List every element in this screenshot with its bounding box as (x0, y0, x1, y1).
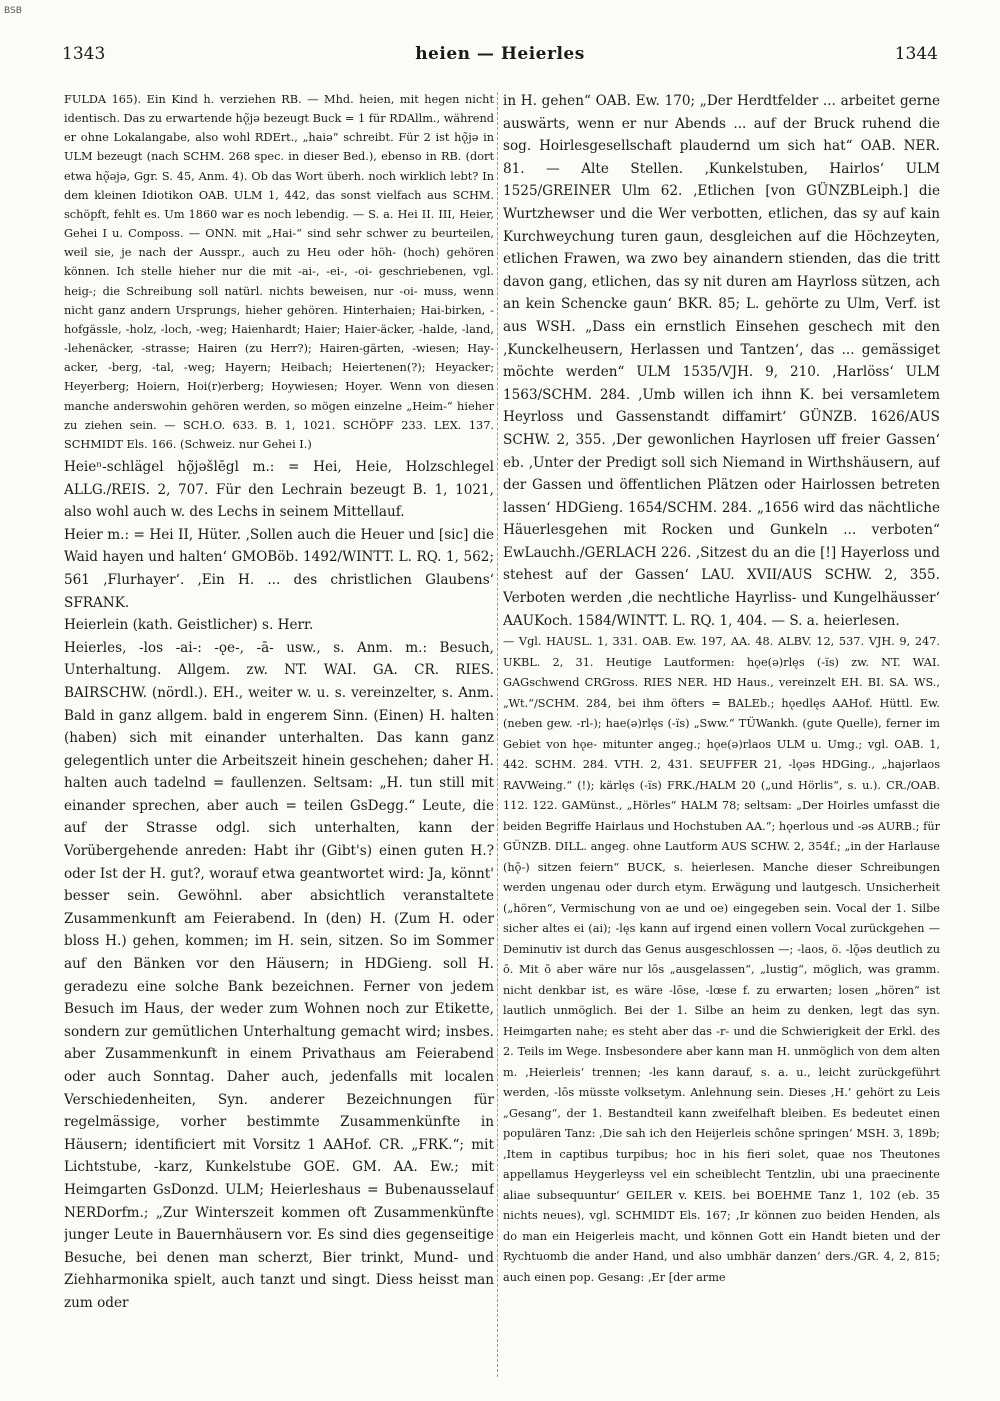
entry-heienschlaegel: Heieⁿ-schlägel hǫ̃jəšlēgl m.: = Hei, Heie, Holzschlegel ALLG./REIS. 2, 707. Für den Lechrain bezeugt B. 1, 1021, also wohl auch w. des Lechs in seinem Mittellauf. (64, 458, 494, 521)
entry-heierles-continuation: in H. gehen“ OAB. Ew. 170; „Der Herdtfelder ... arbeitet gerne auswärts, wenn er nur Abends ... auf der Bruck ruhend die sog. Hoirlesgesellschaft plaudernd um sich hat“ OAB. NER. 81. — Alte Stellen. ‚Kunkelstuben, Hairlos‘ ULM 1525/GREINER Ulm 62. ‚Etlichen [von GÜNZBLeiph.] die Wurtzhewser und die Wer verbotten, etlichen, das sy auf kain Kurchweychung turen gaun, desgleichen auf die Höchzeyten, etlichen Frawen, wa zwo bey ainandern stienden, das die tritt davon gang, etlichen, das sy nit duren am Hayrloss sützen, ach an kein Schencke gaun‘ BKR. 85; L. gehörte zu Ulm, Verf. ist aus WSH. „Dass ein ernstlich Einsehen geschech mit den ‚Kunckelheusern, Herlassen und Tantzen‘, das ... gemässiget möchte werden“ ULM 1535/VJH. 9, 210. ‚Harlöss‘ ULM 1563/SCHM. 284. ‚Umb willen ich ihnn K. bei versamletem Heyrloss und Gassenstandt diffamirt‘ GÜNZB. 1626/AUS SCHW. 2, 355. ‚Der gewonlichen Hayrlosen uff freier Gassen‘ eb. ‚Unter der Predigt soll sich Niemand in Wirthshäusern, auf der Gassen und öffentlichen Plätzen oder Hairlossen betreten lassen‘ HDGieng. 1654/SCHM. 284. „1656 wird das nächtliche Häuerlesgehen mit Rocken und Gunkeln ... verboten“ EwLauchh./GERLACH 226. ‚Sitzest du an die [!] Hayerloss und stehest auf der Gassen‘ LAU. XVII/AUS SCHW. 2, 355. Verboten werden ‚die nechtliche Hayrliss- und Kungelhäusser‘ AAUKoch. 1584/WINTT. L. RQ. 1, 404. — S. a. heierlesen. (503, 93, 940, 629)
page-title: heien — Heierles (415, 44, 585, 64)
column-divider (497, 92, 498, 1377)
library-stamp: BSB (4, 6, 22, 16)
page-number-right: 1344 (894, 44, 938, 64)
page-number-left: 1343 (62, 44, 106, 64)
right-column (503, 90, 940, 1382)
entry-heierles-notes: — Vgl. HAUSL. 1, 331. OAB. Ew. 197, AA. 48. ALBV. 12, 537. VJH. 9, 247. UKBL. 2, 31. Heutige Lautformen: hǫe(ə)rlęs (-ïs) zw. NT. WAI. GAGschwend CRGross. RIES NER. HD Haus., vereinzelt EH. BI. SA. WS., „Wt.“/SCHM. 284, bei ihm öfters = BALEb.; hǫedlęs AAHof. Hüttl. Ew. (neben gew. -rl-); hae(ə)rlęs (-ïs) „Sww.“ TÜWankh. (gute Quelle), ferner im Gebiet von hǫe- mitunter angeg.; hǫe(ə)rlaos ULM u. Umg.; vgl. OAB. 1, 442. SCHM. 284. VTH. 2, 431. SEUFFER 21, -lǫəs HDGing., „hajərlaos RAVWeing.“ (!); kärlęs (-ïs) FRK./HALM 20 („und Hörlis“, s. u.). CR./OAB. 112. 122. GAMünst., „Hörles“ HALM 78; seltsam: „Der Hoirles umfasst die beiden Begriffe Hairlaus und Hochstuben AA.“; hǫerlous und -əs AURB.; für GÜNZB. DILL. angeg. ohne Lautform AUS SCHW. 2, 354f.; „in der Harlause (hǭ-) sitzen feiern“ BUCK, s. heierlesen. Manche dieser Schreibungen werden ungenau oder durch etym. Erwägung und lautgesch. Unsicherheit („hören“, Vermischung von ae und oe) eingegeben sein. Vocal der 1. Silbe sicher altes ei (ai); -lęs kann auf irgend einen vollern Vocal zurückgehen — Deminutiv ist durch das Genus ausgeschlossen —; -laos, ö. -lǭəs deutlich zu ō. Mit ō aber wäre nur lōs „ausgelassen“, „lustig“, möglich, was gramm. nicht denkbar ist, es wäre -lōse, -lœse f. zu erwarten; losen „hören“ ist lautlich unmöglich. Bei der 1. Silbe an heim zu denken, legt das syn. Heimgarten nahe; es steht aber das -r- und die Schwierigkeit der Erkl. des 2. Teils im Wege. Insbesondere aber kann man H. unmöglich von dem alten m. ‚Heierleis‘ trennen; -les kann darauf, s. a. u., leicht zurückgeführt werden, -lōs müsste volksetym. Anlehnung sein. Dieses ‚H.‘ gehört zu Leis „Gesang“, der 1. Bestandteil kann zweifelhaft bleiben. Es bedeutet einen populären Tanz: ‚Die sah ich den Heijerleis schône springen‘ MSH. 3, 189b; ‚Item in captibus turpibus; hoc in his fieri solet, quae nos Theutones appellamus Heygerleyss vel ein scheiblecht Tentzlin, ubi una praecinente aliae subsequuntur‘ GEILER v. KEIS. bei BOEHME Tanz 1, 102 (eb. 35 nichts neues), vgl. SCHMIDT Els. 167; ‚Ir können zuo beiden Henden, als do man ein Heigerleis macht, und können Gott ein Handt bieten und der Rychtuomb die ander Hand, und also umbhär danzen‘ ders./GR. 4, 2, 815; auch einen pop. Gesang: ‚Er [der arme (503, 635, 940, 1284)
entry-heierlein: Heierlein (kath. Geistlicher) s. Herr. (64, 617, 314, 634)
entry-heien-continuation: FULDA 165). Ein Kind h. verziehen RB. — Mhd. heien, mit hegen nicht identisch. Das zu erwartende hǫ̃jə bezeugt Buck = 1 für RDAllm., während er ohne Lokalangabe, also wohl RDErt., „haiə“ schreibt. Für 2 ist hǫ̃jə in ULM bezeugt (nach SCHM. 268 spec. in dieser Bed.), ebenso in RB. (dort etwa hǫ̃əjə, Ggr. S. 45, Anm. 4). Ob das Wort überh. noch wirklich lebt? In dem kleinen Idiotikon OAB. ULM 1, 442, das sonst vielfach aus SCHM. schöpft, fehlt es. Um 1860 war es noch lebendig. — S. a. Hei II. III, Heier, Gehei I u. Composs. — ONN. mit „Hai-“ sind sehr schwer zu beurteilen, weil sie, je nach der Ausspr., auch zu Heu oder höh- (hoch) gehören können. Ich stelle hieher nur die mit -ai-, -ei-, -oi- geschriebenen, vgl. heig-; die Schreibung soll natürl. nichts beweisen, nur -oi- muss, wenn nicht ganz andern Ursprungs, hieher gehören. Hinterhaien; Hai-birken, -hofgässle, -holz, -loch, -weg; Haienhardt; Haier; Haier-äcker, -halde, -land, -lehenäcker, -strasse; Hairen (zu Herr?); Hairen-gärten, -wiesen; Hay-acker, -berg, -tal, -weg; Hayern; Heibach; Heiertenen(?); Heyacker; Heyerberg; Hoiern, Hoi(r)erberg; Hoywiesen; Hoyer. Wenn von diesen manche anderswohin gehören werden, so mögen einzelne „Heim-“ hieher zu ziehen sein. — SCH.O. 633. B. 1, 1021. SCHÖPF 233. LEX. 137. SCHMIDT Els. 166. (Schweiz. nur Gehei I.) (64, 93, 494, 451)
entry-heier: Heier m.: = Hei II, Hüter. ‚Sollen auch die Heuer und [sic] die Waid hayen und halten‘ GMOBöb. 1492/WINTT. L. RQ. 1, 562; 561 ‚Flurhayer‘. ‚Ein H. ... des christlichen Glaubens‘ SFRANK. (64, 526, 494, 611)
entry-heierles: Heierles, -los -ai-: -ǫe-, -ā- usw., s. Anm. m.: Besuch, Unterhaltung. Allgem. zw. NT. WAI. GA. CR. RIES. BAIRSCHW. (nördl.). EH., weiter w. u. s. vereinzelter, s. Anm. Bald in ganz allgem. bald in engerem Sinn. (Einen) H. halten (haben) sich mit einander unterhalten. Das kann ganz gelegentlich unter die Arbeitszeit hinein geschehen; daher H. halten auch tadelnd = faullenzen. Seltsam: „H. tun still mit einander sprechen, aber auch = teilen GsDegg.“ Leute, die auf der Strasse odgl. sich unterhalten, kann der Vorübergehende anreden: Habt ihr (Gibt's) einen guten H.? oder Ist der H. gut?, worauf etwa geantwortet wird: Ja, könnt' besser sein. Gewöhnl. aber absichtlich veranstaltete Zusammenkunft am Feierabend. In (den) H. (Zum H. oder bloss H.) gehen, kommen; im H. sein, sitzen. So im Sommer auf den Bänken vor den Häusern; in HDGieng. soll H. geradezu eine solche Bank bezeichnen. Ferner von jedem Besuch im Haus, der weder zum Wohnen noch zur Etikette, sondern zur gemütlichen Unterhaltung gemacht wird; insbes. aber Zusammenkunft in einem Privathaus am Feierabend oder auch Sonntag. Daher auch, jedenfalls mit localen Verschiedenheiten, Syn. anderer Bezeichnungen für regelmässige, vorher bestimmte Zusammenkünfte in Häusern; identificiert mit Vorsitz 1 AAHof. CR. „FRK.“; mit Lichtstube, -karz, Kunkelstube GOE. GM. AA. Ew.; mit Heimgarten GsDonzd. ULM; Heierleshaus = Bubenausselauf NERDorfm.; „Zur Winterszeit kommen oft Zusammenkünfte junger Leute in Bauernhäusern vor. Es sind dies gegenseitige Besuche, bei denen man scherzt, Bier trinkt, Mund- und Ziehharmonika spielt, auch tanzt und singt. Diess heisst man zum oder (64, 639, 494, 1311)
left-column (64, 90, 494, 1382)
page-header (62, 44, 938, 70)
